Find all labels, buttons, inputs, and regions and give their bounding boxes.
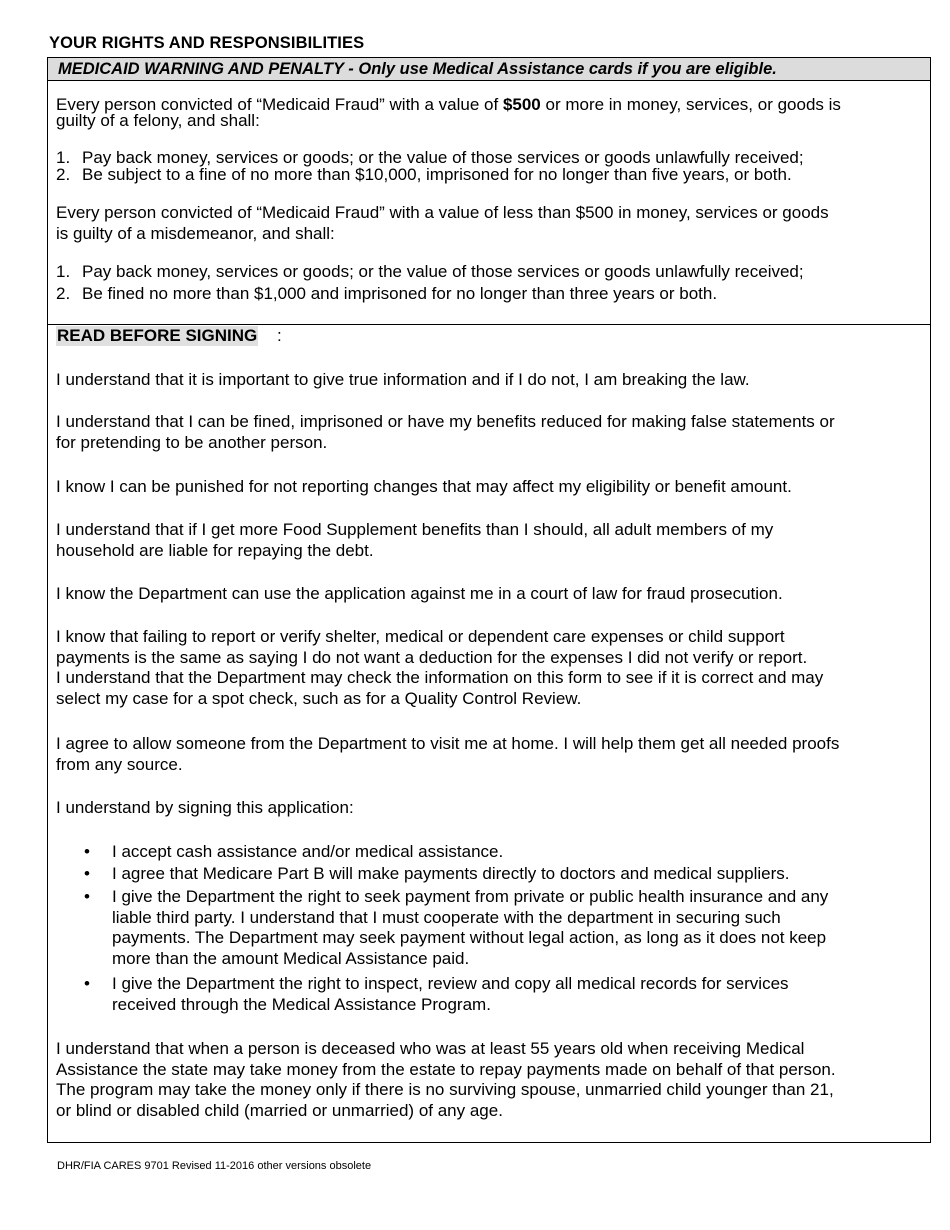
statement-line: for pretending to be another person. [56,432,328,452]
misdemeanor-item-number: 2. [56,284,71,303]
felony-item-number: 1. [56,148,71,167]
bullet-seek-payment [112,887,828,969]
bullet-cash-assistance: I accept cash assistance and/or medical assistance. [112,842,504,861]
statement-line: household are liable for repaying the debt. [56,540,374,560]
bullet-line: I give the Department the right to inspect, review and copy all medical records for services [112,974,789,993]
statement-false-statements [56,412,926,453]
section-divider [48,324,930,325]
misdemeanor-item: Be fined no more than $1,000 and imprisoned for no longer than three years or both. [82,284,718,303]
felony-intro-start: Every person convicted of “Medicaid Fraud” with a value of [56,95,503,114]
statement-line: I know that failing to report or verify shelter, medical or dependent care expenses or child support [56,627,785,646]
statement-by-signing: I understand by signing this application: [56,798,354,817]
heading-colon: : [277,326,282,345]
statement-reporting-changes: I know I can be punished for not reporting changes that may affect my eligibility or benefit amount. [56,477,792,496]
misdemeanor-intro [56,203,926,244]
bullet-medical-records [112,974,789,1015]
statement-line: I understand that when a person is deceased who was at least 55 years old when receiving Medical [56,1039,805,1058]
page-title: YOUR RIGHTS AND RESPONSIBILITIES [49,34,365,52]
statement-line: I understand that the Department may check the information on this form to see if it is correct and may [56,668,824,687]
bullet-marker: • [84,864,90,883]
statement-line: select my case for a spot check, such as for a Quality Control Review. [56,688,582,708]
statement-line: from any source. [56,754,183,774]
statement-line: Assistance the state may take money from the estate to repay payments made on behalf of that person. [56,1059,836,1079]
felony-intro-end: or more in money, services, or goods is [540,95,841,114]
misdemeanor-intro-line2: is guilty of a misdemeanor, and shall: [56,223,335,243]
felony-intro [56,97,926,129]
bullet-marker: • [84,974,90,993]
bullet-marker: • [84,842,90,861]
misdemeanor-intro-line1: Every person convicted of “Medicaid Fraud” with a value of less than $500 in money, services or goods [56,203,829,222]
bullet-line: received through the Medical Assistance Program. [112,994,491,1014]
bullet-line: I give the Department the right to seek payment from private or public health insurance and any [112,887,829,906]
bullet-line: liable third party. I understand that I must cooperate with the department in securing such [112,907,781,927]
statement-fraud-prosecution: I know the Department can use the application against me in a court of law for fraud prosecution. [56,584,783,603]
felony-intro-line2: guilty of a felony, and shall: [56,111,260,130]
statement-line: or blind or disabled child (married or unmarried) of any age. [56,1100,503,1120]
felony-item: Pay back money, services or goods; or the value of those services or goods unlawfully received; [82,148,804,167]
bullet-marker: • [84,887,90,906]
form-id-footer: DHR/FIA CARES 9701 Revised 11-2016 other versions obsolete [57,1160,372,1172]
statement-line: I understand that I can be fined, imprisoned or have my benefits reduced for making false statements or [56,412,835,431]
misdemeanor-item-number: 1. [56,262,71,281]
misdemeanor-item: Pay back money, services or goods; or the value of those services or goods unlawfully received; [82,262,804,281]
statement-line: payments is the same as saying I do not want a deduction for the expenses I did not verify or report. [56,647,808,667]
bullet-line: more than the amount Medical Assistance paid. [112,948,470,968]
bullet-line: payments. The Department may seek payment without legal action, as long as it does not keep [112,928,827,947]
statement-line: The program may take the money only if there is no surviving spouse, unmarried child younger than 21, [56,1080,834,1099]
felony-amount: $500 [502,95,541,114]
read-before-signing-heading: READ BEFORE SIGNING [57,326,258,345]
statement-line: I agree to allow someone from the Department to visit me at home. I will help them get all needed proofs [56,734,840,753]
bullet-medicare-part-b: I agree that Medicare Part B will make payments directly to doctors and medical suppliers. [112,864,790,883]
statement-estate-recovery [56,1039,926,1121]
statement-expenses-verification [56,627,926,709]
statement-true-information: I understand that it is important to give true information and if I do not, I am breaking the law. [56,370,750,389]
statement-home-visit [56,734,926,775]
statement-line: I understand that if I get more Food Supplement benefits than I should, all adult members of my [56,520,774,539]
felony-item: Be subject to a fine of no more than $10,000, imprisoned for no longer than five years, or both. [82,165,792,184]
felony-item-number: 2. [56,165,71,184]
warning-banner-text: MEDICAID WARNING AND PENALTY - Only use Medical Assistance cards if you are eligible. [58,60,777,78]
statement-food-supplement [56,520,926,561]
